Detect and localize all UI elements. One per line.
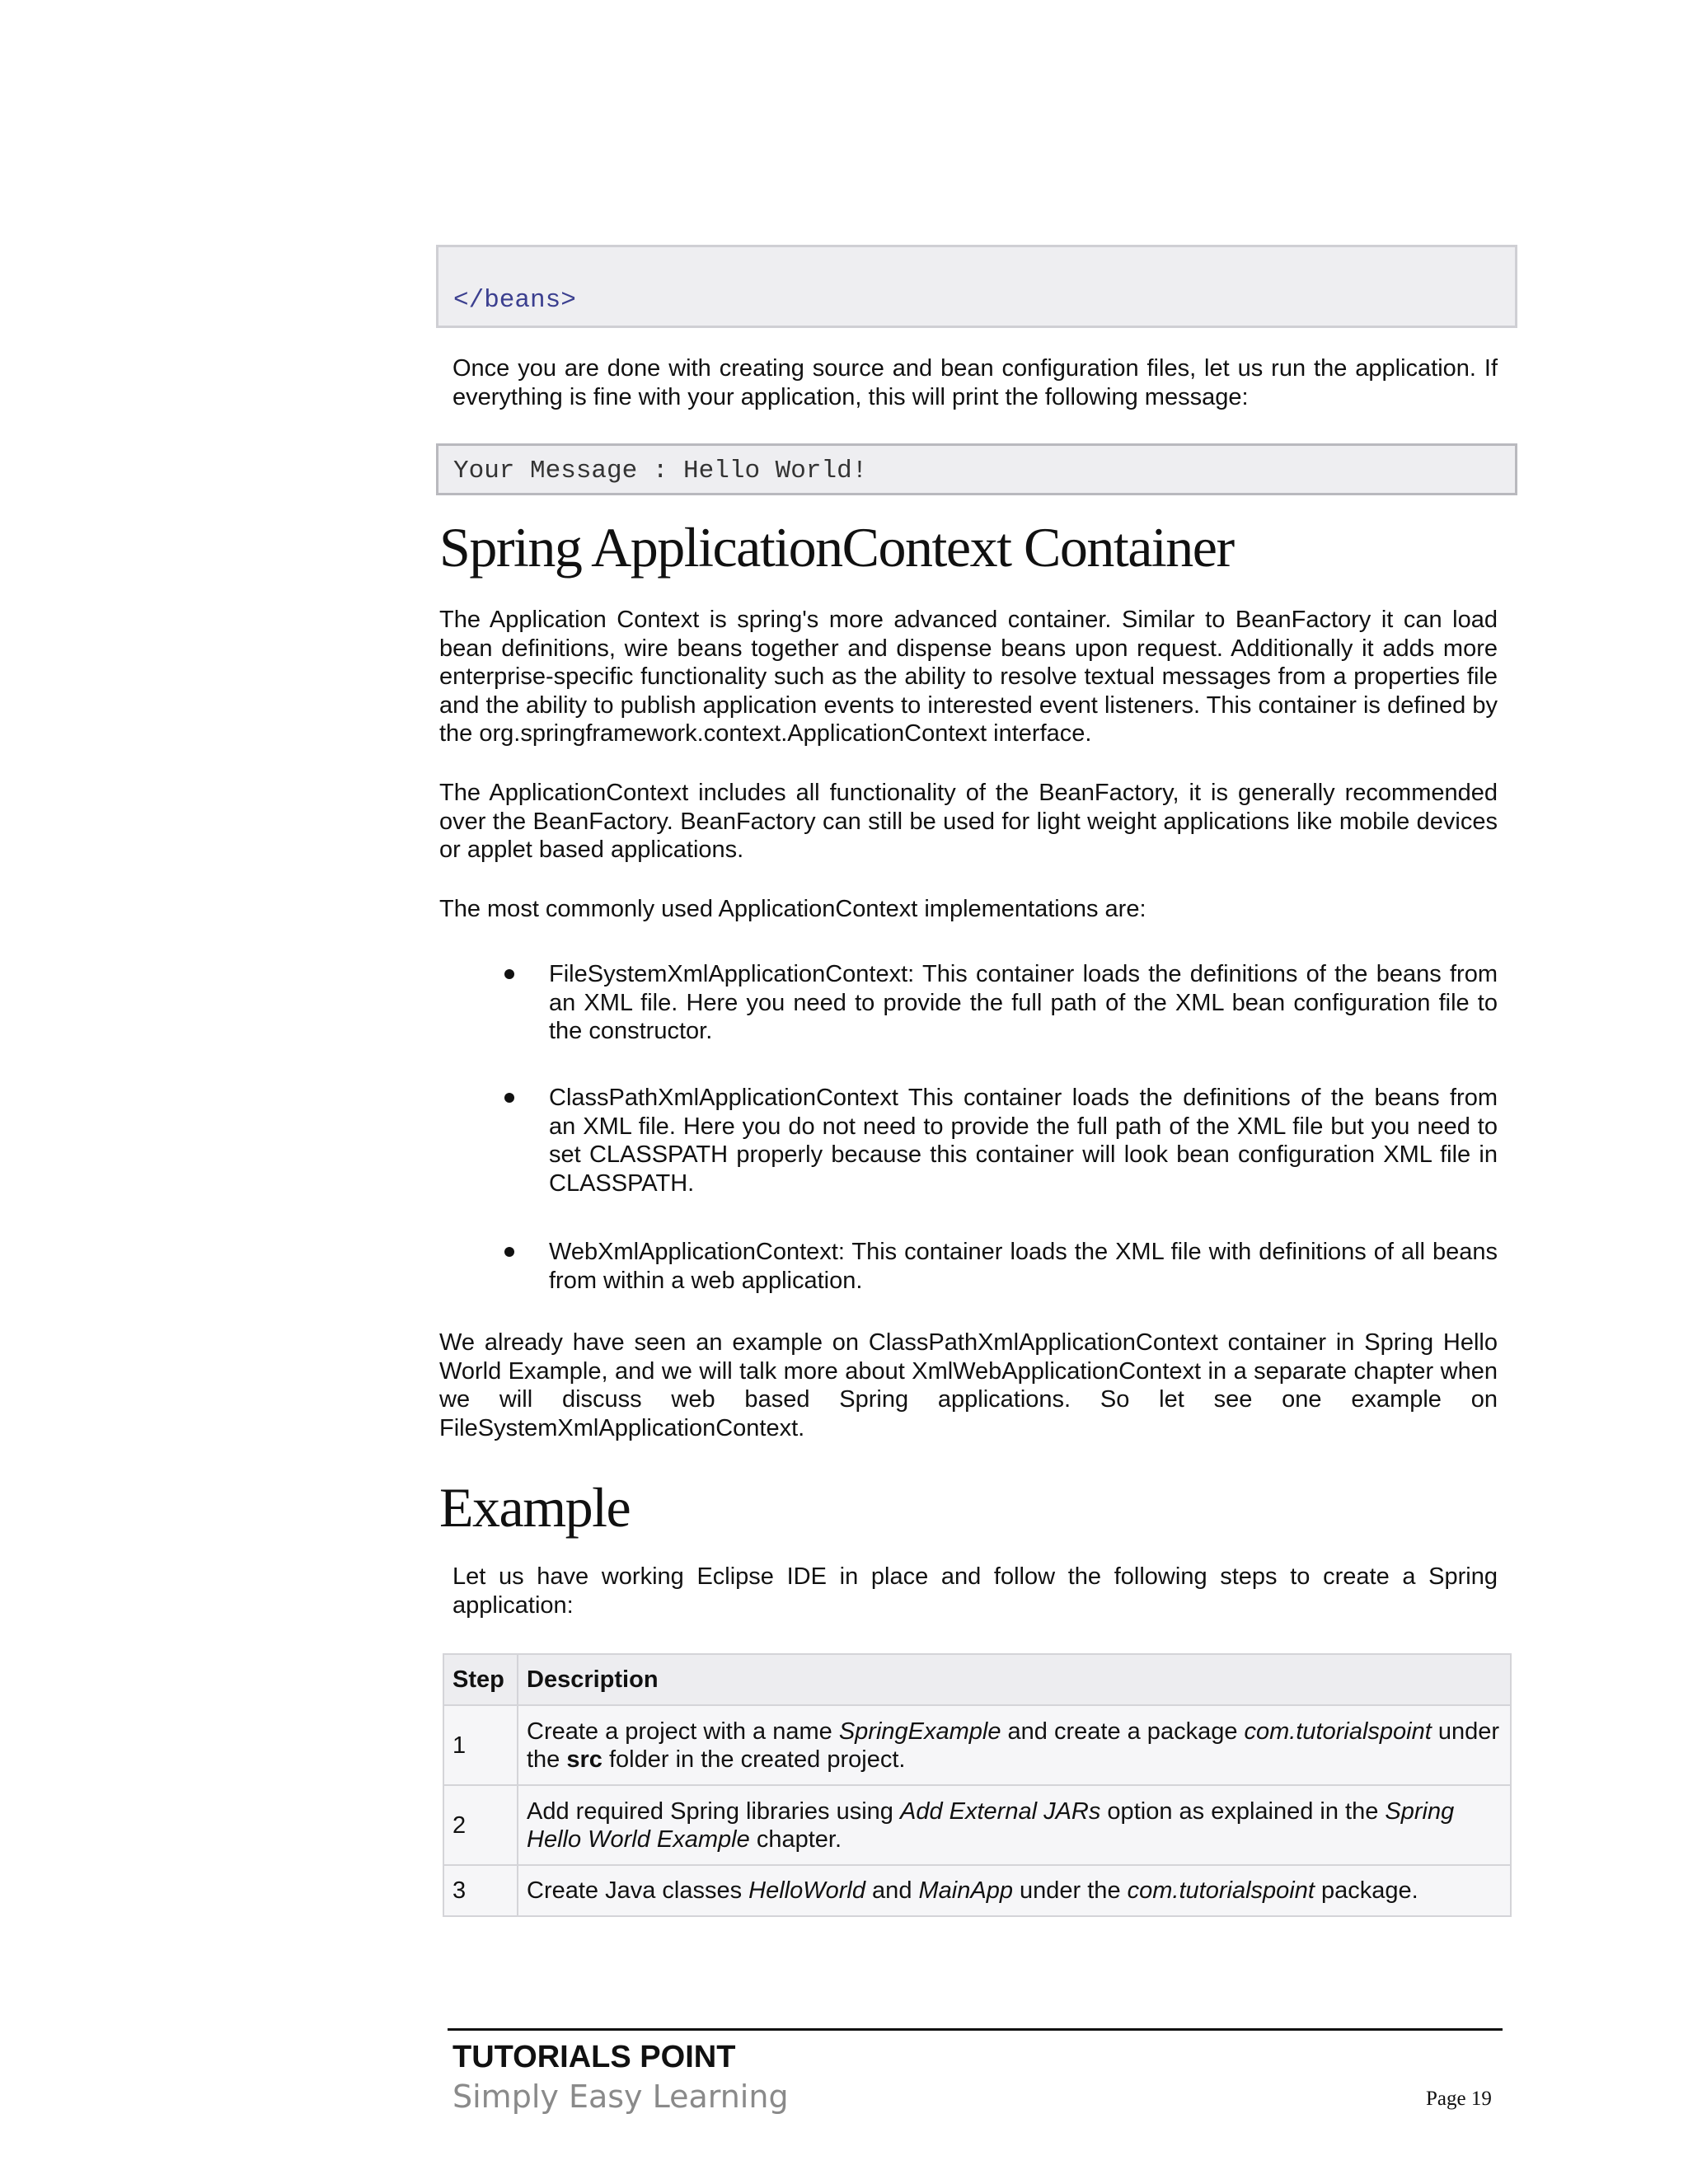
description-run: src (566, 1746, 603, 1773)
description-run: com.tutorialspoint (1244, 1718, 1432, 1745)
closing-paragraph: We already have seen an example on ClassPathXmlApplicationContext container in Spring Hello World Example, and we will talk more about XmlWebApplicationContext in a separate chapter when we will discuss web based Spring applications. So let see one example on FileSystemXmlApplicationContext. (439, 1329, 1498, 1441)
step-number: 2 (443, 1785, 518, 1865)
bullet-item: ClassPathXmlApplicationContext This container loads the definitions of the beans from an XML file. Here you do not need to provide the full path of the XML file but you need to set CLASSPATH properly because this container will look bean configuration XML file in CLASSPATH. (549, 1085, 1498, 1197)
bullet-item: FileSystemXmlApplicationContext: This container loads the definitions of the beans from an XML file. Here you need to provide the full path of the XML bean configuration file to the constructor. (549, 961, 1498, 1044)
paragraph-3: The most commonly used ApplicationContext implementations are: (439, 896, 1146, 922)
description-run: Add External JARs (899, 1797, 1101, 1825)
step-description (518, 1785, 1511, 1865)
description-run: MainApp (918, 1877, 1013, 1904)
footer-brand: TUTORIALS POINT (452, 2040, 736, 2074)
step-number: 1 (443, 1705, 518, 1785)
footer-tagline: Simply Easy Learning (452, 2079, 789, 2115)
description-run: HelloWorld (748, 1877, 865, 1904)
description-run: option as explained in the (1100, 1797, 1386, 1825)
code-block-top (436, 245, 1517, 328)
paragraph-2: The ApplicationContext includes all functionality of the BeanFactory, it is generally recommended over the BeanFactory. BeanFactory can still be used for light weight applications like mobile devices or applet based applications. (439, 780, 1498, 863)
description-run: and (865, 1877, 919, 1904)
description-run: under the (1012, 1877, 1128, 1904)
code-line: </beans> (453, 286, 576, 315)
description-run: Create a project with a name (527, 1718, 839, 1745)
output-block (436, 443, 1517, 495)
bullet-item: WebXmlApplicationContext: This container loads the XML file with definitions of all beans from within a web application. (549, 1239, 1498, 1294)
description-run: Add required Spring libraries using (527, 1797, 900, 1825)
section-title: Spring ApplicationContext Container (439, 516, 1234, 579)
table-header-row (443, 1654, 1511, 1705)
steps-table (443, 1653, 1512, 1917)
bullet-dot-icon (504, 969, 514, 979)
step-description (518, 1705, 1511, 1785)
step-description (518, 1865, 1511, 1916)
step-number: 3 (443, 1865, 518, 1916)
table-row (443, 1705, 1511, 1785)
description-run: Spring Hello World Example (527, 1797, 1455, 1853)
description-run: folder in the created project. (602, 1746, 906, 1773)
header-step: Step (443, 1654, 518, 1705)
intro-paragraph: Once you are done with creating source and bean configuration files, let us run the application. If everything is fine with your application, this will print the following message: (452, 355, 1498, 410)
page-number: Page 19 (1426, 2088, 1492, 2110)
table-row (443, 1785, 1511, 1865)
output-text: Your Message : Hello World! (453, 457, 868, 485)
description-run: SpringExample (838, 1718, 1001, 1745)
header-description: Description (518, 1654, 1511, 1705)
footer-rule (448, 2028, 1503, 2031)
example-title: Example (439, 1476, 631, 1539)
paragraph-1: The Application Context is spring's more advanced container. Similar to BeanFactory it can load bean definitions, wire beans together and dispense beans upon request. Additionally it adds more enterprise-specific functionality such as the ability to resolve textual messages from a properties file and the ability to publish application events to interested event listeners. This container is defined by the org.springframework.context.ApplicationContext interface. (439, 607, 1498, 747)
example-intro: Let us have working Eclipse IDE in place and follow the following steps to create a Spring application: (452, 1563, 1498, 1619)
bullet-dot-icon (504, 1247, 514, 1257)
description-run: under the (527, 1718, 1500, 1773)
description-run: and create a package (1001, 1718, 1245, 1745)
description-run: chapter. (749, 1825, 842, 1853)
description-run: com.tutorialspoint (1127, 1877, 1315, 1904)
description-run: Create Java classes (527, 1877, 749, 1904)
bullet-dot-icon (504, 1093, 514, 1103)
table-row (443, 1865, 1511, 1916)
description-run: package. (1314, 1877, 1418, 1904)
